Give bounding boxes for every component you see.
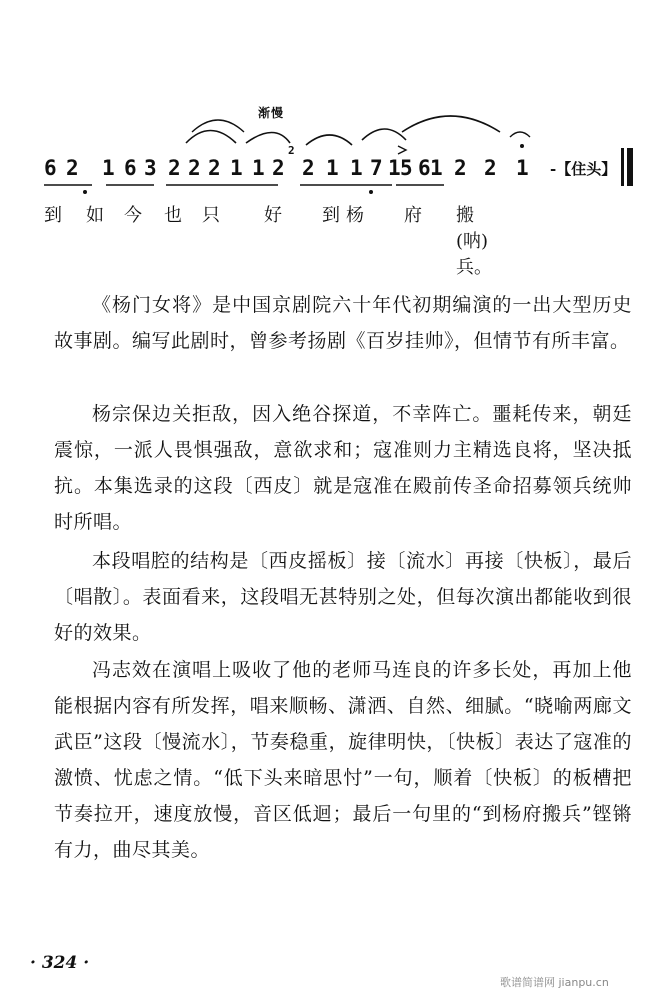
note: 2: [272, 156, 285, 180]
lyric: 只: [202, 205, 220, 226]
lyric: 到: [44, 205, 62, 226]
note: 1: [230, 156, 243, 180]
low-octave-dot: [83, 190, 87, 194]
note: 2: [484, 156, 497, 180]
note: 1: [388, 156, 401, 180]
paragraph-intro: 《杨门女将》是中国京剧院六十年代初期编演的一出大型历史故事剧。编写此剧时，曾参考扬剧《百岁挂帅》，但情节有所丰富。: [54, 294, 632, 352]
slur-4: [306, 135, 352, 145]
end-mark: -【住头】: [550, 160, 617, 178]
paragraph-performance: 冯志效在演唱上吸收了他的老师马连良的许多长处，再加上他能根据内容有所发挥，唱来顺畅、潇洒、自然、细腻。“晓喻两廊文武臣”这段〔慢流水〕，节奏稳重，旋律明快，〔快板〕表达了寇准的激愤、忧虑之情。“低下头来暗思忖”一句，顺着〔快板〕的板槽把节奏拉开，速度放慢，音区低迴；最后一句里的“到杨府搬兵”铿锵有力，曲尽其美。: [54, 659, 632, 861]
note: 7: [370, 156, 383, 180]
note: 1: [516, 156, 529, 180]
note: 1: [326, 156, 339, 180]
lyric: 好: [264, 205, 282, 226]
lyric: 今: [124, 205, 142, 226]
final-barline-thick: [627, 148, 633, 186]
slur-6: [402, 116, 500, 132]
note: 1: [430, 156, 443, 180]
note: 6: [418, 156, 431, 180]
lyric: 如: [86, 205, 104, 226]
lyric: 到: [322, 205, 340, 226]
slur-2: [192, 120, 244, 132]
accent-mark: [398, 146, 406, 154]
note: 2: [454, 156, 467, 180]
watermark: 歌谱简谱网 jianpu.cn: [500, 976, 609, 989]
low-octave-dot: [369, 190, 373, 194]
lyric: 搬(呐)兵。: [456, 205, 492, 278]
grace-note: 2: [288, 144, 295, 157]
lyric: 也: [164, 205, 182, 226]
note: 3: [144, 156, 157, 180]
tempo-marking: 渐慢: [258, 106, 285, 120]
note: 6: [44, 156, 57, 180]
final-barline-thin: [621, 148, 624, 186]
note: 2: [66, 156, 79, 180]
slur-1: [186, 131, 236, 144]
slur-7: [510, 132, 530, 137]
high-octave-dot: [520, 144, 524, 148]
lyric: 杨: [346, 205, 364, 226]
note: 6: [124, 156, 137, 180]
note: 2: [168, 156, 181, 180]
note: 5: [400, 156, 413, 180]
slur-3: [246, 133, 290, 144]
note: 2: [302, 156, 315, 180]
note: 1: [252, 156, 265, 180]
note: 2: [188, 156, 201, 180]
page-number: · 324 ·: [30, 953, 90, 973]
note: 2: [208, 156, 221, 180]
note: 1: [102, 156, 115, 180]
note: 1: [350, 156, 363, 180]
slur-5: [362, 129, 406, 140]
paragraph-plot: 杨宗保边关拒敌，因入绝谷探道，不幸阵亡。噩耗传来，朝廷震惊，一派人畏惧强敌，意欲求和；寇准则力主精选良将，坚决抵抗。本集选录的这段〔西皮〕就是寇准在殿前传圣命招募领兵统帅时所唱。: [54, 403, 632, 533]
lyric: 府: [404, 205, 422, 226]
paragraph-structure: 本段唱腔的结构是〔西皮摇板〕接〔流水〕再接〔快板〕，最后〔唱散〕。表面看来，这段唱无甚特别之处，但每次演出都能收到很好的效果。: [54, 550, 632, 644]
